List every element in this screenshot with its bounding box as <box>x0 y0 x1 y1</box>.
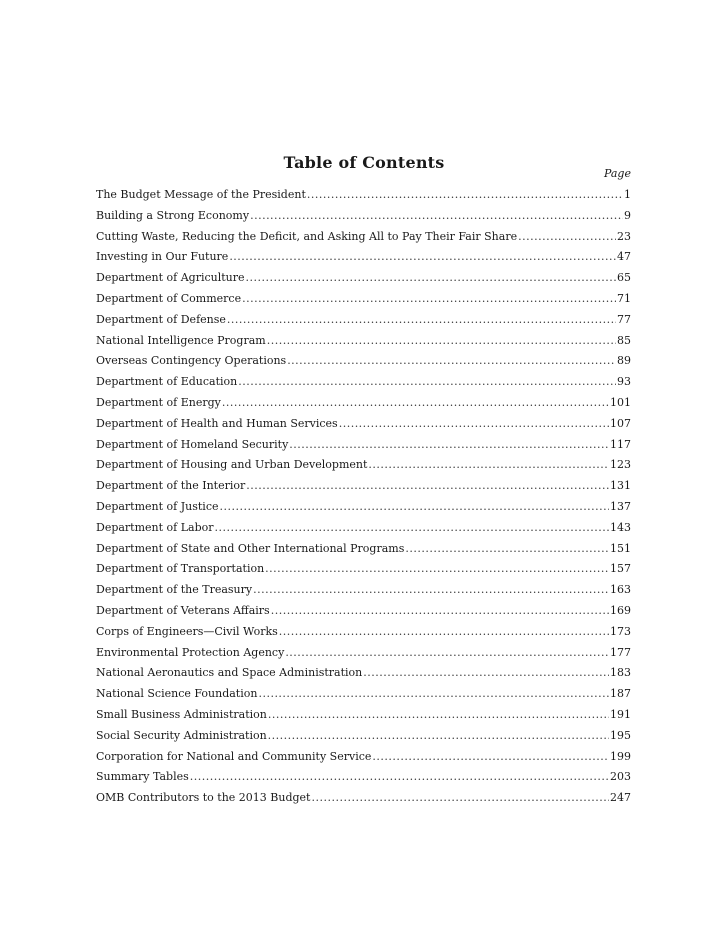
toc-entry-page-number: 203 <box>610 770 631 784</box>
dot-leader <box>227 313 616 326</box>
toc-entry <box>96 292 631 313</box>
toc-entry-page-number: 199 <box>610 749 631 763</box>
toc-entry <box>96 687 631 708</box>
toc-entry-label: Small Business Administration <box>96 707 267 721</box>
dot-leader <box>267 334 616 347</box>
dot-leader <box>285 646 609 659</box>
toc-entry-page-number: 137 <box>610 499 631 513</box>
toc-entry-label: Department of Education <box>96 375 238 389</box>
dot-leader <box>220 500 610 513</box>
toc-entry-page-number: 173 <box>610 624 631 638</box>
toc-entry-label: Department of State and Other International Programs <box>96 541 405 555</box>
toc-entry-label: Social Security Administration <box>96 728 267 742</box>
toc-entry <box>96 791 631 812</box>
dot-leader <box>372 750 609 763</box>
toc-entry <box>96 542 631 563</box>
toc-entry-page-number: 47 <box>617 250 631 264</box>
toc-entry <box>96 479 631 500</box>
toc-entry <box>96 209 631 230</box>
dot-leader <box>238 375 616 388</box>
dot-leader <box>250 209 623 222</box>
toc-entry <box>96 438 631 459</box>
toc-entry-page-number: 9 <box>624 208 631 222</box>
toc-entry-page-number: 131 <box>610 479 631 493</box>
toc-entry-page-number: 191 <box>610 707 631 721</box>
toc-entry-label: Corporation for National and Community Service <box>96 749 372 763</box>
toc-entry <box>96 334 631 355</box>
toc-entry-label: Cutting Waste, Reducing the Deficit, and Asking All to Pay Their Fair Share <box>96 229 518 243</box>
dot-leader <box>405 542 609 555</box>
toc-entry-page-number: 163 <box>610 583 631 597</box>
toc-entry-label: Environmental Protection Agency <box>96 645 285 659</box>
dot-leader <box>279 625 609 638</box>
toc-entry <box>96 625 631 646</box>
dot-leader <box>518 230 616 243</box>
toc-entry-page-number: 187 <box>610 687 631 701</box>
toc-entry-page-number: 123 <box>610 458 631 472</box>
toc-entry <box>96 250 631 271</box>
toc-entry-page-number: 23 <box>617 229 631 243</box>
toc-entry-label: National Intelligence Program <box>96 333 266 347</box>
dot-leader <box>229 250 616 263</box>
toc-entry-page-number: 169 <box>610 603 631 617</box>
toc-entry-label: Summary Tables <box>96 770 189 784</box>
dot-leader <box>242 292 616 305</box>
toc-entry-page-number: 195 <box>610 728 631 742</box>
page-column-heading: Page <box>603 167 631 180</box>
toc-entry-page-number: 65 <box>617 271 631 285</box>
dot-leader <box>258 687 609 700</box>
toc-entry-page-number: 247 <box>610 791 631 805</box>
toc-entry-page-number: 107 <box>610 416 631 430</box>
toc-entry-label: Department of Homeland Security <box>96 437 289 451</box>
toc-entry-label: National Science Foundation <box>96 687 258 701</box>
toc-entry-label: Overseas Contingency Operations <box>96 354 287 368</box>
toc-entry <box>96 750 631 771</box>
toc-entry-label: The Budget Message of the President <box>96 188 306 201</box>
toc-entry-page-number: 93 <box>617 375 631 389</box>
toc-entry <box>96 562 631 583</box>
toc-entry-label: Department of Justice <box>96 499 219 513</box>
toc-entry-label: Corps of Engineers—Civil Works <box>96 624 278 638</box>
dot-leader <box>271 604 609 617</box>
page-title: Table of Contents <box>283 153 445 172</box>
toc-entry-page-number: 89 <box>617 354 631 368</box>
dot-leader <box>190 770 609 783</box>
dot-leader <box>246 479 609 492</box>
dot-leader <box>307 188 623 201</box>
dot-leader <box>246 271 616 284</box>
toc-entry <box>96 375 631 396</box>
toc-entry-label: Department of Housing and Urban Development <box>96 458 368 472</box>
dot-leader <box>311 791 609 804</box>
dot-leader <box>289 438 609 451</box>
toc-entry-label: Department of the Treasury <box>96 583 253 597</box>
toc-entry-label: Department of Commerce <box>96 291 242 305</box>
toc-entry <box>96 458 631 479</box>
toc-entry <box>96 604 631 625</box>
dot-leader <box>268 708 609 721</box>
toc-entry-page-number: 177 <box>610 645 631 659</box>
toc-entry <box>96 396 631 417</box>
toc-entry <box>96 770 631 791</box>
toc-entry-label: Department of Health and Human Services <box>96 416 338 430</box>
toc-entry <box>96 729 631 750</box>
dot-leader <box>268 729 609 742</box>
toc-entry-page-number: 117 <box>610 437 631 451</box>
toc-entry-label: Department of Energy <box>96 395 221 409</box>
toc-entry-label: Department of Defense <box>96 312 226 326</box>
toc-entry-page-number: 157 <box>610 562 631 576</box>
toc-entry-page-number: 77 <box>617 312 631 326</box>
toc-entry <box>96 583 631 604</box>
toc-entry-label: Building a Strong Economy <box>96 208 250 222</box>
toc-entry <box>96 521 631 542</box>
toc-entry-page-number: 85 <box>617 333 631 347</box>
toc-entry-label: Department of Veterans Affairs <box>96 603 270 617</box>
toc-entry-label: OMB Contributors to the 2013 Budget <box>96 791 311 805</box>
toc-entry <box>96 230 631 251</box>
toc-entry-label: Department of the Interior <box>96 479 246 493</box>
toc-entry-page-number: 183 <box>610 666 631 680</box>
dot-leader <box>253 583 609 596</box>
dot-leader <box>215 521 609 534</box>
toc-entry-page-number: 1 <box>624 188 631 201</box>
toc-entry <box>96 500 631 521</box>
toc-entry <box>96 354 631 375</box>
toc-entry-label: Department of Labor <box>96 520 214 534</box>
toc-entry <box>96 313 631 334</box>
dot-leader <box>339 417 609 430</box>
dot-leader <box>363 666 609 679</box>
table-of-contents-list <box>96 188 631 812</box>
dot-leader <box>368 458 609 471</box>
toc-entry <box>96 271 631 292</box>
toc-entry <box>96 188 631 209</box>
dot-leader <box>265 562 609 575</box>
toc-entry-label: Department of Agriculture <box>96 271 245 285</box>
toc-entry-page-number: 71 <box>617 291 631 305</box>
toc-entry <box>96 708 631 729</box>
toc-entry-label: Department of Transportation <box>96 562 265 576</box>
toc-entry-page-number: 143 <box>610 520 631 534</box>
toc-entry <box>96 417 631 438</box>
toc-entry-page-number: 151 <box>610 541 631 555</box>
dot-leader <box>222 396 609 409</box>
toc-entry-label: Investing in Our Future <box>96 250 229 264</box>
toc-entry <box>96 646 631 667</box>
toc-entry-label: National Aeronautics and Space Administration <box>96 666 363 680</box>
dot-leader <box>287 354 616 367</box>
toc-entry <box>96 666 631 687</box>
toc-entry-page-number: 101 <box>610 395 631 409</box>
